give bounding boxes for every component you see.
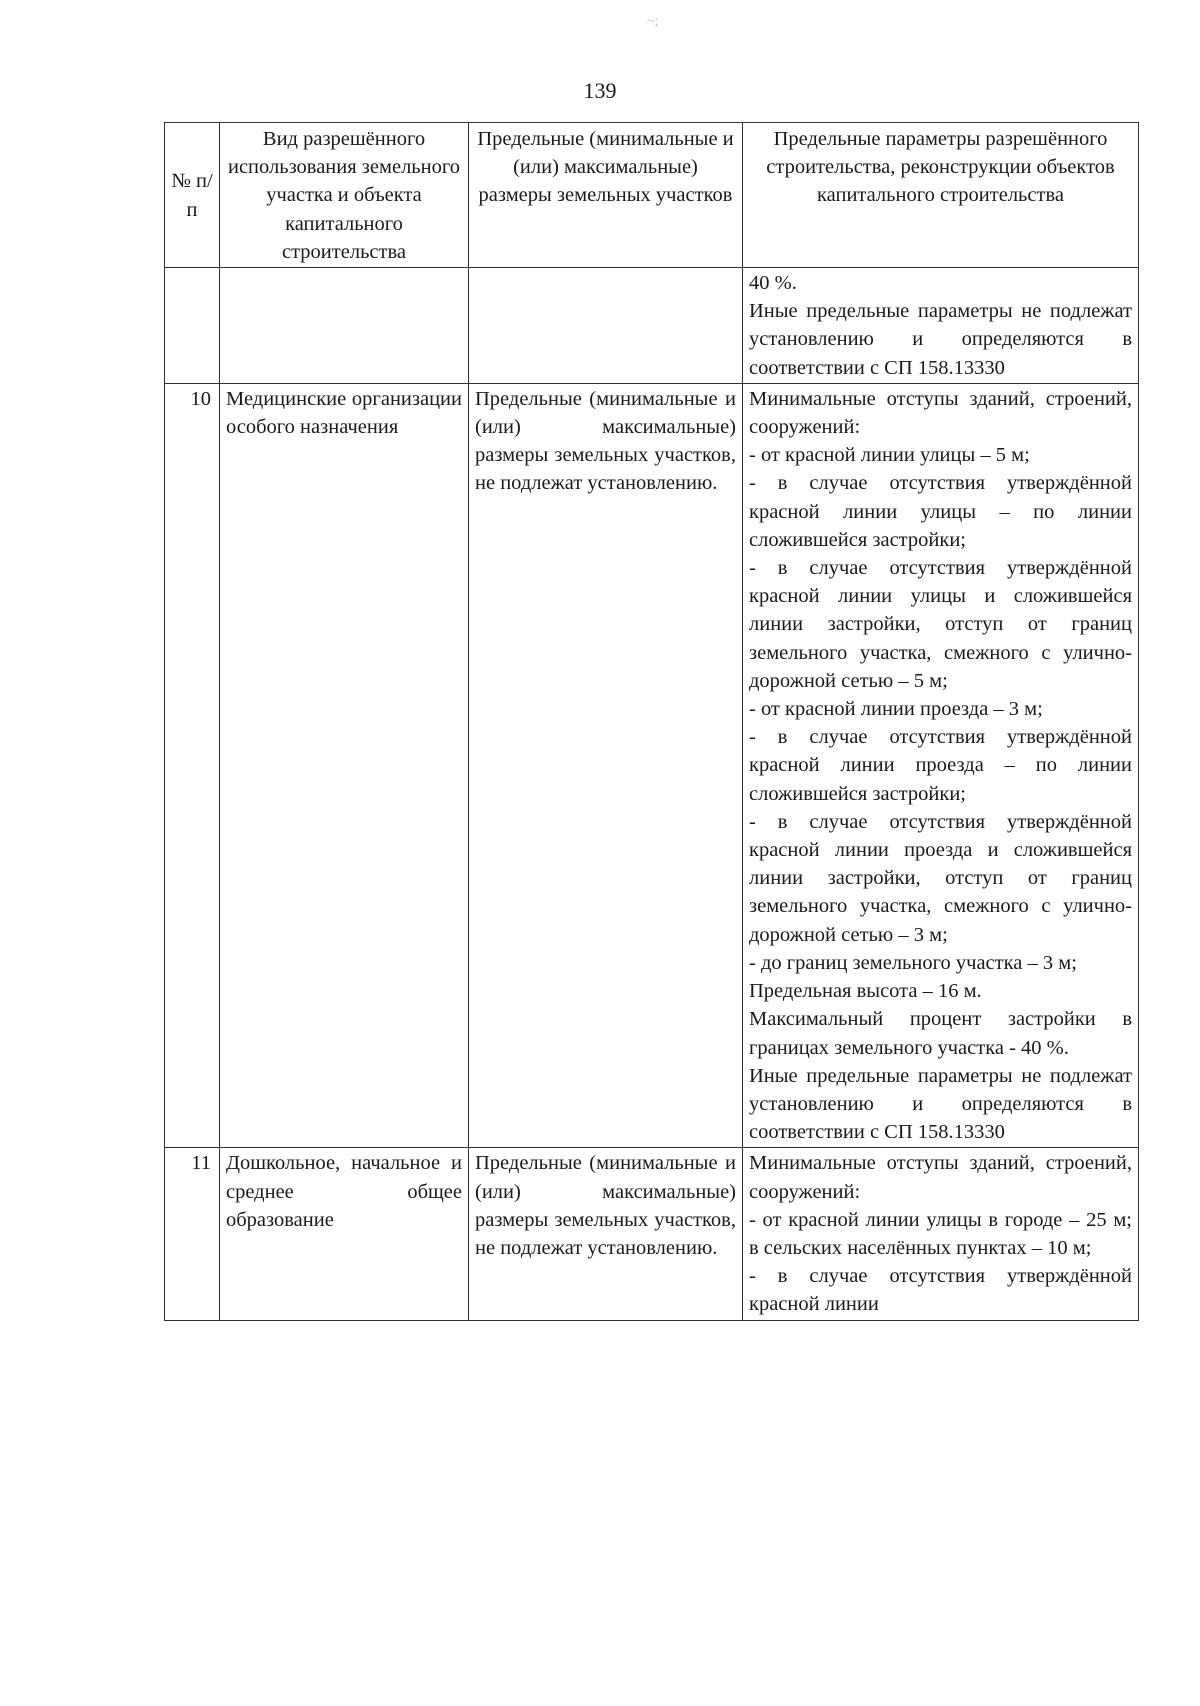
param-line: Максимальный процент застройки в границах земельного участка - 40 %. [749,1008,1132,1059]
page-number: 139 [583,78,617,103]
param-line: - в случае отсутствия утверждённой красной линии проезда – по линии сложившейся застройки; [749,726,1132,805]
row-num: 10 [165,383,220,1147]
header-params: Предельные параметры разрешённого строительства, реконструкции объектов капитального строительства [743,123,1139,268]
param-line: Иные предельные параметры не подлежат установлению и определяются в соответствии с СП 158.13330 [749,300,1132,379]
param-line: 40 %. [749,272,797,295]
param-line: - от красной линии улицы – 5 м; [749,444,1030,467]
row-num: 11 [165,1148,220,1320]
table-row [165,268,1139,384]
table-row [165,383,1139,1147]
header-sizes: Предельные (минимальные и (или) максимальные) размеры земельных участков [469,123,743,268]
param-line: - от красной линии улицы в городе – 25 м; в сельских населённых пунктах – 10 м; [749,1208,1132,1259]
row-params [743,1148,1139,1320]
row-num [165,268,220,384]
scan-mark: ~; [647,14,659,29]
param-line: - от красной линии проезда – 3 м; [749,698,1043,721]
header-use: Вид разрешённого использования земельного участка и объекта капитального строительства [220,123,469,268]
param-line: Минимальные отступы зданий, строений, сооружений: [749,1152,1132,1203]
table-header-row [165,123,1139,268]
param-line: - в случае отсутствия утверждённой красной линии [749,1265,1132,1316]
param-line: Минимальные отступы зданий, строений, сооружений: [749,387,1132,439]
row-sizes: Предельные (минимальные и (или) максимальные) размеры земельных участков, не подлежат установлению. [469,1148,743,1320]
param-line: - до границ земельного участка – 3 м; [749,951,1077,974]
row-params [743,268,1139,384]
param-line: - в случае отсутствия утверждённой красной линии проезда и сложившейся линии застройки, отступ от границ земельного участка, смежного с улично-дорожной сетью – 3 м; [749,810,1132,946]
param-line: Предельная высота – 16 м. [749,980,982,1003]
row-params [743,383,1139,1147]
row-use: Дошкольное, начальное и среднее общее образование [220,1148,469,1320]
param-line: - в случае отсутствия утверждённой красной линии улицы – по линии сложившейся застройки; [749,472,1132,551]
header-num: № п/п [165,123,220,268]
param-line: - в случае отсутствия утверждённой красной линии улицы и сложившейся линии застройки, отступ от границ земельного участка, смежного с улично-дорожной сетью – 5 м; [749,557,1132,692]
row-sizes: Предельные (минимальные и (или) максимальные) размеры земельных участков, не подлежат установлению. [469,383,743,1147]
row-sizes [469,268,743,384]
table-row [165,1148,1139,1320]
row-use: Медицинские организации особого назначения [220,383,469,1147]
param-line: Иные предельные параметры не подлежат установлению и определяются в соответствии с СП 158.13330 [749,1064,1132,1144]
row-use [220,268,469,384]
land-use-table [164,122,1139,1321]
